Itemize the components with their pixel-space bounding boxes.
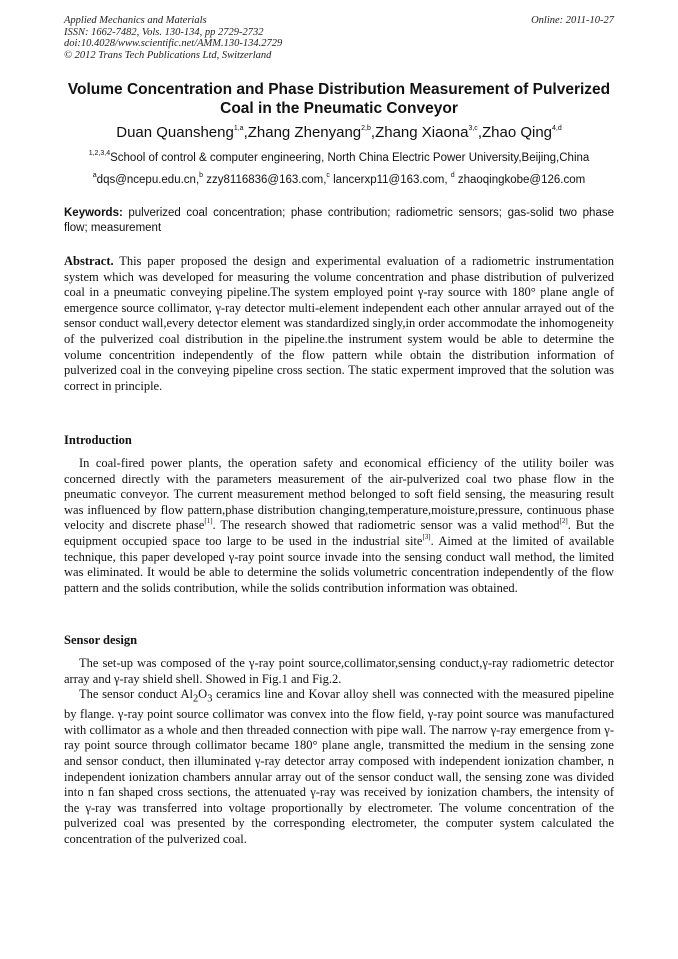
intro-text: In coal-fired power plants, the operation safety and economical efficiency of the utility boiler was concerned directly with the parameters measurement of the air-pulverized coal two phase flow in the pneumatic conveyor. The current measurement method belonged to soft field sensing, the measuring result was influenced by flow pattern,phase distribution changing,temperature,moisture,pressure, continuous phase velocity and discrete phase — [64, 456, 614, 533]
author-name: Zhao Qing — [481, 124, 553, 141]
email-link[interactable]: zhaoqingkobe@126.com — [457, 174, 586, 186]
subscript: 3 — [207, 693, 213, 705]
introduction-heading: Introduction — [64, 433, 132, 447]
email-link[interactable]: zzy8116836@163.com — [206, 174, 324, 186]
abstract-label: Abstract. — [64, 254, 114, 268]
author-sup: 3,c — [468, 125, 478, 132]
sensor-design-heading: Sensor design — [64, 633, 138, 647]
intro-text: . The research showed that radiometric sensor was a valid method — [212, 518, 560, 533]
email-sup: a — [92, 172, 97, 180]
author-name: Duan Quansheng — [116, 124, 234, 141]
citation-ref[interactable]: [1] — [204, 517, 213, 526]
doi-line: doi:10.4028/www.scientific.net/AMM.130-134.2729 — [64, 38, 283, 49]
affiliation-sup: 1,2,3,4 — [88, 150, 111, 158]
email-list: $^a$dqs@ncepu.edu.cn,$^b$ zzy8116836@163.com,$^c$ lancerxp11@163.com, $^d$ zhaoqingkobe@126.com — [92, 172, 586, 186]
author-name: Zhang Zhenyang — [247, 124, 362, 141]
citation-ref[interactable]: [3] — [422, 532, 431, 541]
keywords-label: Keywords: — [64, 207, 123, 219]
author-sup: 2,b — [361, 125, 371, 132]
keywords-text: pulverized coal concentration; phase contribution; radiometric sensors; gas-solid two phase flow; measurement — [64, 207, 614, 234]
author-sup: 1,a — [233, 125, 244, 132]
sensor-text: O — [198, 687, 208, 702]
journal-header — [64, 15, 614, 61]
subscript: 2 — [192, 693, 199, 705]
email-sup: d — [450, 172, 455, 180]
sensor-text: ceramics line and Kovar alloy shell was connected with the measured pipeline by flange. γ-ray point source collimator was convex into the flow field, γ-ray point source was manufactured with collimator as a whole and then threaded connection with pipe wall. The narrow γ-ray emergence from γ-ray point source through collimator became 180° plane angle, transmitted the medium in the sensing zone and sensor conduct, then illuminated γ-ray detector array composed with independent ionization chamber, n independent ionization chambers annular array out of the sensor conduct wall, the sensing zone was divided into n fan shaped cross sections, the attenuated γ-ray was received by ionization chambers, the intensity of the γ-ray was transferred into voltage proportionally by electrometer. The volume concentration of the pulverized coal was presented by the corresponding electrometer, the computer system calculated the concentration of the pulverized coal. — [64, 687, 614, 847]
email-link[interactable]: dqs@ncepu.edu.cn — [96, 174, 196, 186]
author-name: Zhang Xiaona — [375, 124, 469, 141]
keywords — [64, 206, 614, 236]
author-sup: 4,d — [552, 125, 562, 132]
online-date: Online: 2011-10-27 — [531, 15, 614, 26]
affiliation — [64, 151, 614, 165]
introduction-body — [64, 456, 614, 596]
abstract-text: This paper proposed the design and experimental evaluation of a radiometric instrumentation system which was developed for measuring the volume concentration and phase distribution of pulverized coal in a pneumatic conveying pipeline.The system employed point γ-ray source with 180° plane angle of emergence source collimator, γ-ray detector multi-element independent each other annular arrayed out of the sensor conduct wall,every detector element was standardized singly,in order accommodate the inhomogeneity of the pulverized coal distribution in the pipeline.the instrument system would be able to determine the volume concentrition independently of the flow pattern while obtain the distribution information of pulverized coal in the conveying pipeline cross section. The static experment improved that the solution was correct in principle. — [64, 254, 614, 393]
journal-name: Applied Mechanics and Materials — [64, 15, 207, 26]
issn-line: ISSN: 1662-7482, Vols. 130-134, pp 2729-2732 — [64, 26, 264, 38]
sensor-text: The sensor conduct Al — [79, 687, 193, 702]
paper-title: Volume Concentration and Phase Distribution Measurement of Pulverized Coal in the Pneumatic Conveyor — [67, 81, 611, 117]
email-sup: b — [199, 172, 204, 180]
intro-text: . Aimed at the limited of available technique, this paper developed γ-ray point source invade into the sensing conduct wall method, the limited was eliminated. It would be able to determine the solids volumetric concentration independently of the flow pattern and the solids contribution, while the solids contribution information was obtained. — [64, 533, 615, 595]
sensor-paragraph-2 — [64, 687, 614, 847]
abstract — [64, 254, 614, 394]
sensor-design-body — [64, 656, 614, 848]
citation-ref[interactable]: [2] — [559, 517, 568, 526]
email-link[interactable]: lancerxp11@163.com — [333, 174, 445, 186]
email-sup: c — [326, 172, 330, 180]
copyright-line: © 2012 Trans Tech Publications Ltd, Switzerland — [64, 49, 272, 61]
intro-text: . But the equipment occupied space too large to be used in the industrial site — [64, 518, 614, 548]
author-list: Duan Quansheng$^{1,a}$,Zhang Zhenyang$^{2,b}$,Zhang Xiaona$^{3,c}$,Zhao Qing$^{4,d}$ — [116, 124, 562, 141]
sensor-paragraph-1: The set-up was composed of the γ-ray point source,collimator,sensing conduct,γ-ray radiometric detector array and γ-ray shield shell. Showed in Fig.1 and Fig.2. — [64, 656, 614, 686]
affiliation-text: School of control & computer engineering, North China Electric Power University,Beijing,China — [110, 152, 590, 164]
introduction-paragraph — [64, 456, 614, 596]
